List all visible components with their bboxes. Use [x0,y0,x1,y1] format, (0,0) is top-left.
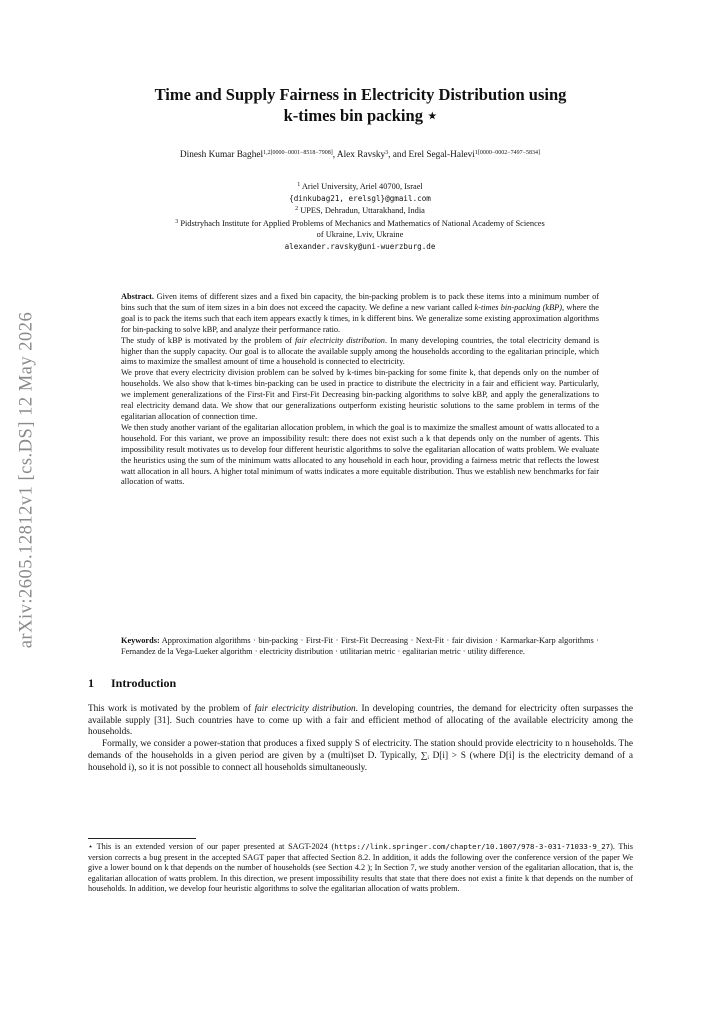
footnote-url-link[interactable]: https://link.springer.com/chapter/10.1007/978-3-031-71033-9_27 [334,842,611,851]
affiliation-3-email: alexander.ravsky@uni-wuerzburg.de [284,241,436,251]
author-list [60,150,660,160]
introduction-body [88,704,633,774]
affiliations [60,180,660,253]
affiliation-1-text: Ariel University, Ariel 40700, Israel [300,182,423,191]
footnote-text-a: This is an extended version of our paper presented at SAGT-2024 ( [93,842,335,851]
keywords [121,636,599,658]
abstract-p1-text-b: , where the goal is to pack the items such that each item appears exactly k times, in k different bins. We generalize some existing approximation algorithms for bin-packing to solve kBP, and analyze their performance ratio. [121,302,599,334]
intro-p1-text-b: . In developing countries, the demand for electricity often surpasses the available supply [31]. Such countries have to come up with a fair and efficient method of allocating of the available electricity among the households. [88,704,633,738]
keywords-label: Keywords: [121,636,160,645]
affiliation-1-marker: 1 [297,182,301,188]
affiliation-3 [60,217,660,230]
affiliation-2-text: UPES, Dehradun, Uttarakhand, India [298,206,425,216]
affiliation-3-text-line-1: Pidstryhach Institute for Applied Problems of Mechanics and Mathematics of National Academy of Sciences [178,218,545,228]
footnote-marker: ⋆ [88,842,94,851]
footnote-rule [88,838,196,839]
intro-paragraph-2: Formally, we consider a power-station that produces a fixed supply S of electricity. The station should provide electricity to n households. The demands of the households in a given period are given by a (multi)set D. Typically, ∑ᵢ D[i] > S (where D[i] is the electricity demand of a household i), so it is not possible to connect all households simultaneously. [88,739,633,773]
abstract-p2-text-b: . In many developing countries, the total electricity demand is higher than the supply capacity. Our goal is to allocate the available supply among the households according to the egalitarian principle, which aims to maximize the smallest amount of time a household is connected to electricity. [121,335,599,367]
intro-p1-text-a: This work is motivated by the problem of [88,704,255,714]
abstract-label: Abstract. [121,292,154,301]
affiliation-1-email: {dinkubag21, erelsgl}@gmail.com [289,193,431,203]
intro-p1-emphasis: fair electricity distribution [254,704,356,714]
arxiv-identifier-stamp [8,290,46,670]
abstract-p2-emphasis: fair electricity distribution [294,335,385,345]
affiliation-2 [60,204,660,217]
abstract-paragraph-3: We prove that every electricity division problem can be solved by k-times bin-packing for some finite k, that depends only on the number of households. We also show that k-times bin-packing can be used in practice to distribute the electricity in a fair and efficient way. Particularly, we implement generalizations of the First-Fit and First-Fit Decreasing bin-packing algorithms to solve kBP, and apply the generalizations to real electricity demand data. We show that our generalizations outperform existing heuristic solutions to the same problem in terms of the egalitarian allocation of connection time. [121,368,599,421]
abstract-paragraph-1 [121,292,599,336]
abstract-p1-emphasis: k-times bin-packing (kBP) [474,302,562,312]
author-3-name: , and Erel Segal-Halevi [388,150,475,160]
section-number: 1 [88,676,94,690]
abstract-p1-text-a: Given items of different sizes and a fixed bin capacity, the bin-packing problem is to pack these items into a minimum number of bins such that the sum of item sizes in a bin does not exceed the capacity. We define a new variant called [121,292,599,312]
author-3-affiliation-orcid: 1[0000−0002−7497−5834] [474,150,541,156]
footnote-text-b: ). This version corrects a bug present in the accepted SAGT paper that affected Section 8.2. In addition, it adds the following over the conference version of the paper We give a lower bound on k that depends on the number of households (see Section 4.2 ); In Section 7, we study another version of the egalitarian allocation, that is, the egalitarian allocation of watts problem. In this direction, we present impossibility results that state that there does not exist a finite k that depends on the number of households. In addition, we develop four heuristic algorithms to solve the egalitarian allocation of watts problem. [88,842,633,894]
paper-title [90,84,631,126]
author-2-name: , Alex Ravsky [332,150,386,160]
abstract [121,292,599,488]
intro-paragraph-1 [88,704,633,739]
author-2-affiliation: 3 [385,150,389,156]
section-title: Introduction [111,676,177,690]
keywords-text: Approximation algorithms · bin-packing · First-Fit · First-Fit Decreasing · Next-Fit · fair division · Karmarkar-Karp algorithms · Fernandez de la Vega-Lueker algorithm · electricity distribution · utilitarian metric · egalitarian metric · utility difference. [121,636,599,656]
abstract-p2-text-a: The study of kBP is motivated by the problem of [121,335,295,345]
affiliation-1 [60,180,660,193]
title-line-2: k-times bin packing ⋆ [283,106,438,125]
abstract-paragraph-2 [121,336,599,369]
affiliation-3-text-line-2: of Ukraine, Lviv, Ukraine [316,230,404,240]
abstract-paragraph-4: We then study another variant of the egalitarian allocation problem, in which the goal is to maximize the smallest amount of watts allocated to a household. For this variant, we prove an impossibility result: there does not exist such a k that depends only on the number of agents. This impossibility result motivates us to develop four different heuristic algorithms to solve the egalitarian allocation of watts problem. We evaluate the heuristics using the sum of the minimum watts allocated to any household in each hour, providing a fairness metric that reflects the lowest watt allocation in all hours. A higher total minimum of watts indicates a more equitable distribution. Thus we establish new benchmarks for fair allocation of watts. [121,422,599,487]
affiliation-2-marker: 2 [295,206,299,213]
section-heading-introduction [88,676,176,691]
title-line-1: Time and Supply Fairness in Electricity Distribution using [154,85,567,104]
footnote [88,842,633,895]
author-1-name: Dinesh Kumar Baghel [179,150,264,160]
author-1-affiliation-orcid: 1,2[0000−0001−8518−7908] [263,150,333,156]
affiliation-3-marker: 3 [175,218,179,225]
arxiv-identifier-text: arXiv:2605.12812v1 [cs.DS] 12 May 2026 [16,311,37,649]
